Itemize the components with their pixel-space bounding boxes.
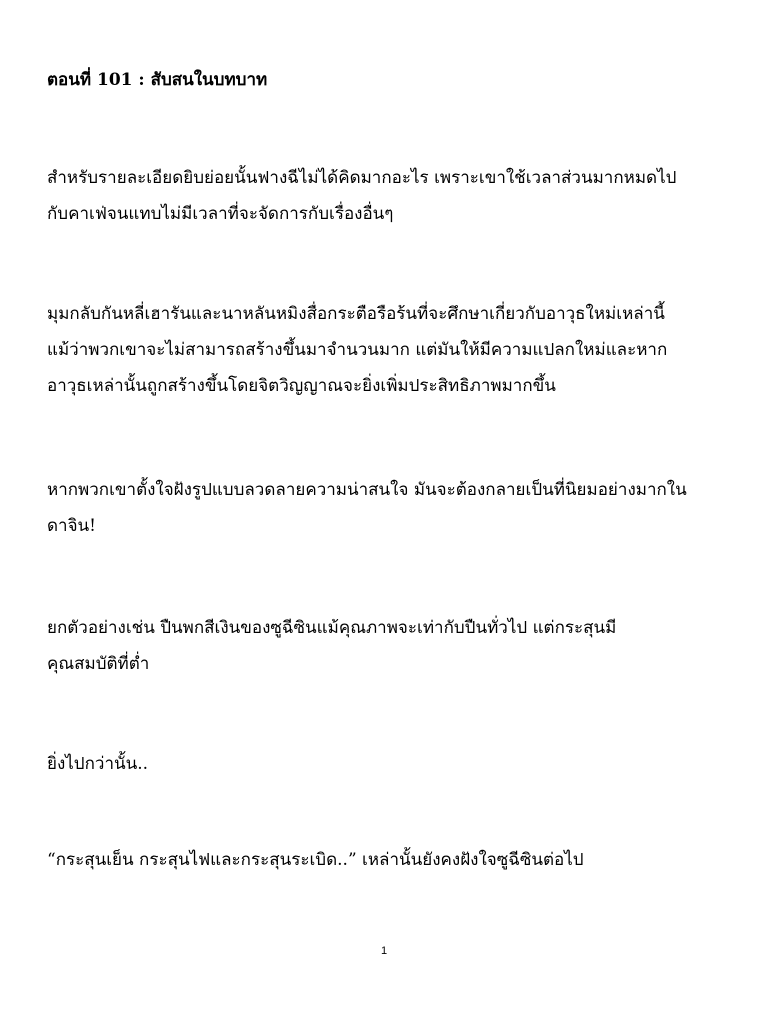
chapter-title: ตอนที่ 101 : สับสนในบทบาท <box>47 70 268 90</box>
paragraph-line: คุณสมบัติที่ต่ำ <box>47 654 150 674</box>
paragraph-line: “กระสุนเย็น กระสุนไฟและกระสุนระเบิด..” เหล่านั้นยังคงฝังใจซูฉีซินต่อไป <box>47 850 584 870</box>
paragraph-5 <box>47 746 727 782</box>
paragraph-line: หากพวกเขาตั้งใจฝังรูปแบบลวดลายความน่าสนใจ มันจะต้องกลายเป็นที่นิยมอย่างมากใน <box>47 480 687 500</box>
paragraph-6 <box>47 842 727 878</box>
paragraph-line: มุมกลับกันหลี่เฮารันและนาหลันหมิงสื่อกระตือรือร้นที่จะศึกษาเกี่ยวกับอาวุธใหม่เหล่านี้ <box>47 304 665 324</box>
paragraph-line: อาวุธเหล่านั้นถูกสร้างขึ้นโดยจิตวิญญาณจะยิ่งเพิ่มประสิทธิภาพมากขึ้น <box>47 376 556 396</box>
paragraph-2 <box>47 296 727 404</box>
paragraph-1 <box>47 160 727 232</box>
paragraph-line: ยกตัวอย่างเช่น ปืนพกสีเงินของซูฉีซินแม้คุณภาพจะเท่ากับปืนทั่วไป แต่กระสุนมี <box>47 618 617 638</box>
paragraph-line: ยิ่งไปกว่านั้น.. <box>47 754 149 774</box>
page-number: 1 <box>380 945 388 957</box>
paragraph-line: สำหรับรายละเอียดยิบย่อยนั้นฟางฉีไม่ได้คิดมากอะไร เพราะเขาใช้เวลาส่วนมากหมดไป <box>47 168 677 188</box>
paragraph-line: กับคาเฟ่จนแทบไม่มีเวลาที่จะจัดการกับเรื่องอื่นๆ <box>47 204 394 224</box>
paragraph-line: แม้ว่าพวกเขาจะไม่สามารถสร้างขึ้นมาจำนวนมาก แต่มันให้มีความแปลกใหม่และหาก <box>47 340 668 360</box>
paragraph-4 <box>47 610 727 682</box>
paragraph-line: ดาจิน! <box>47 516 96 536</box>
paragraph-3 <box>47 472 727 544</box>
